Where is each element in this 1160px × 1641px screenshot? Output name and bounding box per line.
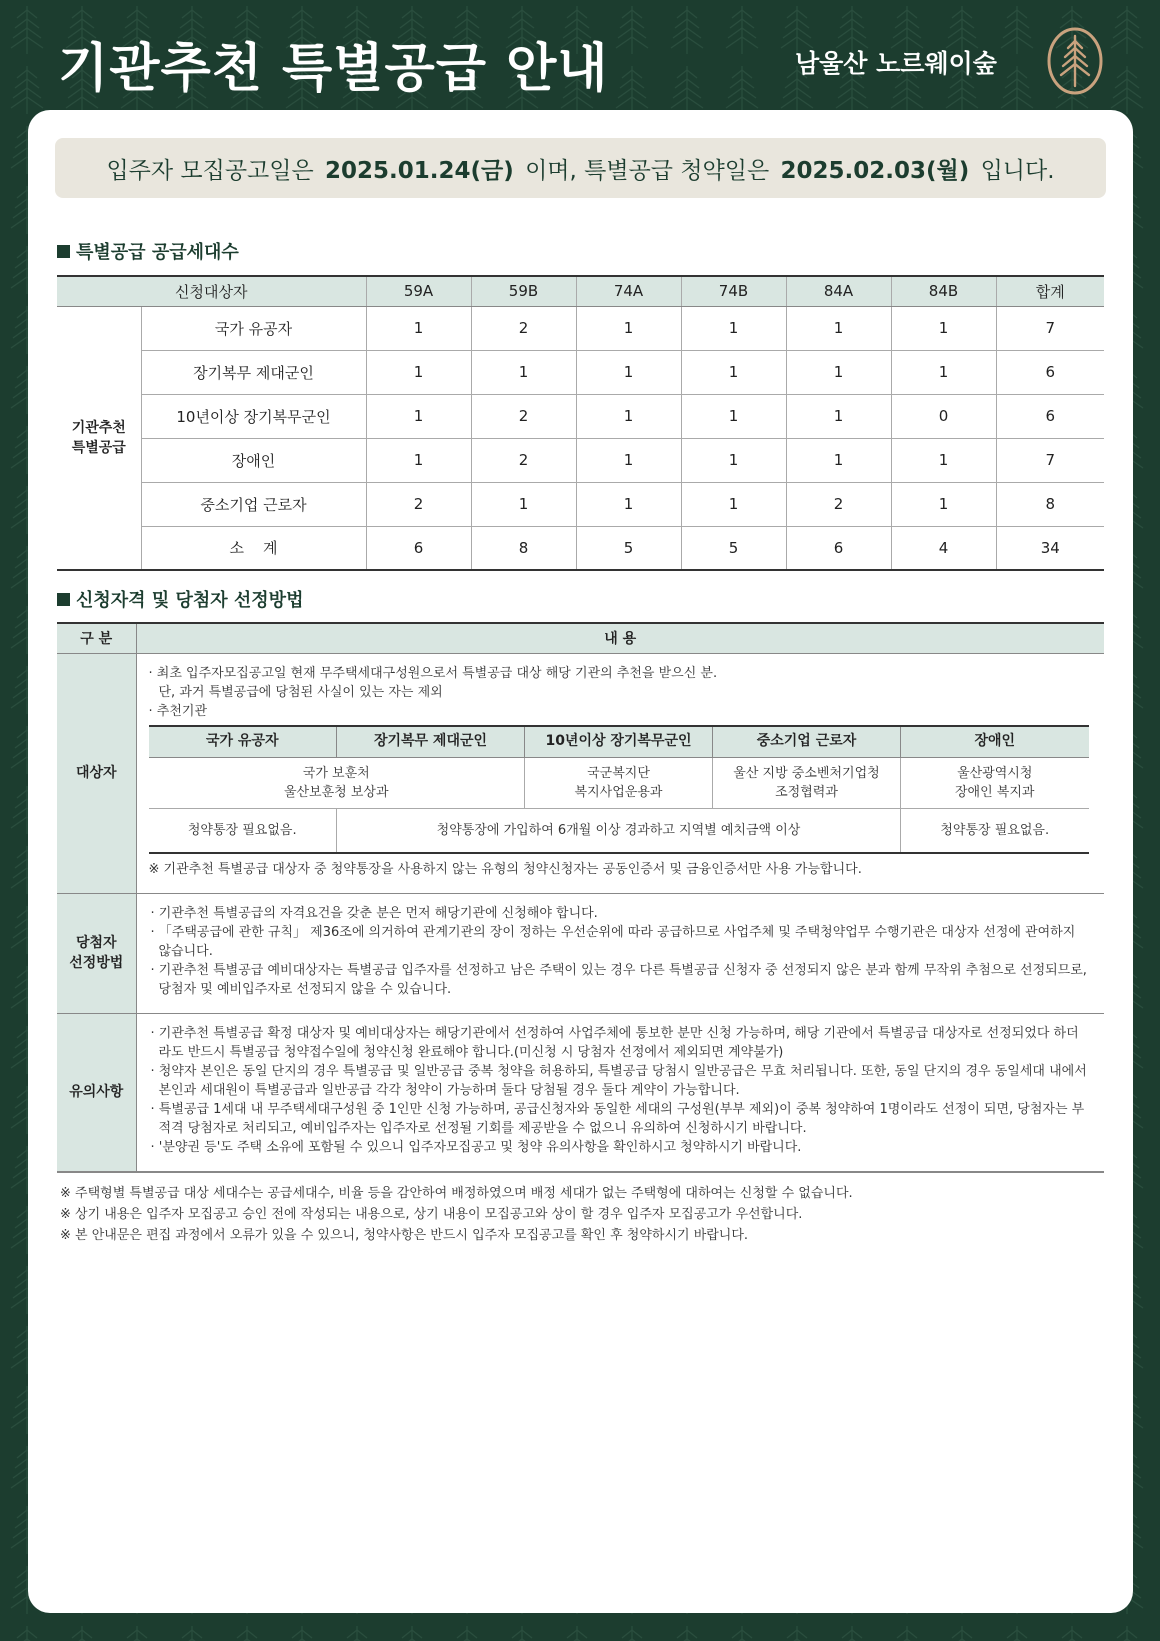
agency-header: 국가 유공자	[149, 726, 337, 758]
cell: 2	[786, 482, 891, 526]
cell: 1	[576, 394, 681, 438]
agency-name: 울산광역시청	[957, 766, 1033, 781]
cell-total: 7	[996, 438, 1104, 482]
page-header	[0, 0, 1160, 110]
qualification-table	[57, 622, 1104, 1173]
cell: 1	[891, 306, 996, 350]
target-content	[136, 653, 1104, 893]
agency-header: 중소기업 근로자	[713, 726, 901, 758]
header-84b: 84B	[891, 276, 996, 306]
brand-name: 남울산 노르웨이숲	[795, 49, 997, 78]
header-59b: 59B	[471, 276, 576, 306]
cell: 2	[471, 394, 576, 438]
cell: 2	[366, 482, 471, 526]
notice-date: 2025.01.24(금)	[325, 157, 514, 184]
agency-header-row	[149, 726, 1089, 758]
caution-row	[57, 1013, 1104, 1172]
banner-suffix: 입니다.	[980, 157, 1055, 184]
cell: 1	[576, 482, 681, 526]
cell: 1	[681, 306, 786, 350]
cell: 1	[576, 438, 681, 482]
cell: 1	[891, 482, 996, 526]
cell: 1	[681, 350, 786, 394]
cell: 1	[366, 350, 471, 394]
target-line1: · 최초 입주자모집공고일 현재 무주택세대구성원으로서 특별공급 대상 해당 기관의 추천을 받으신 분.	[148, 665, 718, 681]
target-row	[57, 653, 1104, 893]
target-line3: · 추천기관	[148, 703, 207, 719]
cell: 6	[366, 526, 471, 570]
agency-name: 국군복지단	[587, 766, 650, 781]
cell-total: 6	[996, 350, 1104, 394]
banner-middle: 이며, 특별공급 청약일은	[525, 157, 770, 184]
date-banner	[55, 138, 1106, 198]
cell: 1	[366, 438, 471, 482]
agency-dept: 울산보훈청 보상과	[283, 785, 389, 800]
cell: 5	[576, 526, 681, 570]
cell: 1	[786, 394, 891, 438]
cell-total: 34	[996, 526, 1104, 570]
target-note: ※ 기관추천 특별공급 대상자 중 청약통장을 사용하지 않는 유형의 청약신청자는 공동인증서 및 금융인증서만 사용 가능합니다.	[148, 861, 862, 877]
content-card	[28, 110, 1133, 1613]
cell: 1	[786, 350, 891, 394]
table-row	[57, 306, 1104, 350]
header-59a: 59A	[366, 276, 471, 306]
banner-prefix: 입주자 모집공고일은	[106, 157, 314, 184]
cell: 5	[681, 526, 786, 570]
group-label-line2: 특별공급	[71, 439, 126, 456]
agency-cell	[149, 758, 525, 809]
apply-date: 2025.02.03(월)	[780, 157, 970, 184]
cell: 1	[576, 350, 681, 394]
header-74a: 74A	[576, 276, 681, 306]
selection-row	[57, 893, 1104, 1013]
row-label: 장기복무 제대군인	[141, 350, 366, 394]
square-bullet-icon	[57, 593, 70, 606]
cell: 2	[471, 438, 576, 482]
row-label: 중소기업 근로자	[141, 482, 366, 526]
cell: 1	[891, 438, 996, 482]
header-74b: 74B	[681, 276, 786, 306]
account-row	[149, 809, 1089, 853]
supply-section-label: 특별공급 공급세대수	[76, 242, 239, 263]
agency-header: 10년이상 장기복무군인	[525, 726, 713, 758]
list-item: · 청약자 본인은 동일 단지의 경우 특별공급 및 일반공급 중복 청약을 허용하되, 특별공급 당첨시 일반공급은 무효 처리됩니다. 또한, 동일 단지의 경우 동일세대 내에서 본인과 세대원이 특별공급과 일반공급 각각 청약이 가능하며 둘다 당첨될 경우 둘다 계약이 가능합니다.	[150, 1063, 1087, 1098]
cell: 8	[471, 526, 576, 570]
table-row	[57, 438, 1104, 482]
cell: 1	[786, 438, 891, 482]
footnote: ※ 주택형별 특별공급 대상 세대수는 공급세대수, 비율 등을 감안하여 배정하였으며 배정 세대가 없는 주택형에 대하여는 신청할 수 없습니다.	[60, 1186, 853, 1201]
header-84a: 84A	[786, 276, 891, 306]
page-title: 기관추천 특별공급 안내	[58, 39, 609, 99]
row-label: 장애인	[141, 438, 366, 482]
qualification-header-row	[57, 623, 1104, 653]
account-cell: 청약통장에 가입하여 6개월 이상 경과하고 지역별 예치금액 이상	[337, 809, 901, 853]
cell-total: 7	[996, 306, 1104, 350]
agency-row	[149, 758, 1089, 809]
group-label-line1: 기관추천	[71, 419, 126, 436]
selection-label	[57, 893, 136, 1013]
row-label: 10년이상 장기복무군인	[141, 394, 366, 438]
cell: 1	[681, 482, 786, 526]
agency-header: 장애인	[901, 726, 1089, 758]
account-cell: 청약통장 필요없음.	[187, 822, 297, 838]
row-label: 소 계	[141, 526, 366, 570]
subtotal-row	[57, 526, 1104, 570]
header-content: 내 용	[136, 623, 1104, 653]
caution-label: 유의사항	[57, 1013, 136, 1172]
cell-total: 6	[996, 394, 1104, 438]
row-label: 국가 유공자	[141, 306, 366, 350]
header-category: 구 분	[57, 623, 136, 653]
qualification-section-label: 신청자격 및 당첨자 선정방법	[76, 590, 304, 611]
cell: 2	[471, 306, 576, 350]
list-item: · 기관추천 특별공급 예비대상자는 특별공급 입주자를 선정하고 남은 주택이 있는 경우 다른 특별공급 신청자 중 선정되지 않은 분과 함께 무작위 추첨으로 선정되므로, 당첨자 및 예비입주자로 선정되지 않을 수 있습니다.	[150, 962, 1087, 997]
agency-header: 장기복무 제대군인	[337, 726, 525, 758]
caution-content	[136, 1013, 1104, 1172]
footnote: ※ 상기 내용은 입주자 모집공고 승인 전에 작성되는 내용으로, 상기 내용이 모집공고와 상이 할 경우 입주자 모집공고가 우선합니다.	[60, 1207, 803, 1222]
header-total: 합계	[996, 276, 1104, 306]
supply-section-title	[57, 238, 239, 264]
target-line2: 단, 과거 특별공급에 당첨된 사실이 있는 자는 제외	[158, 684, 443, 700]
cell: 1	[366, 394, 471, 438]
cell-total: 8	[996, 482, 1104, 526]
cell: 1	[681, 394, 786, 438]
cell: 1	[891, 350, 996, 394]
agency-cell	[525, 758, 713, 809]
cell: 1	[471, 350, 576, 394]
list-item: · 기관추천 특별공급 확정 대상자 및 예비대상자는 해당기관에서 선정하여 사업주체에 통보한 분만 신청 가능하며, 해당 기관에서 특별공급 대상자로 선정되었다 하더라도 반드시 특별공급 청약접수일에 청약신청 완료해야 합니다.(미신청 시 당첨자 선정에서 제외되면 계약불가)	[150, 1025, 1079, 1060]
header-applicant: 신청대상자	[57, 276, 366, 306]
tree-logo-icon	[1046, 26, 1104, 96]
square-bullet-icon	[57, 245, 70, 258]
supply-table	[57, 275, 1104, 571]
group-label	[57, 306, 141, 570]
list-item: · '분양권 등'도 주택 소유에 포함될 수 있으니 입주자모집공고 및 청약 유의사항을 확인하시고 청약하시기 바랍니다.	[150, 1139, 802, 1155]
cell: 1	[471, 482, 576, 526]
agency-dept: 장애인 복지과	[955, 785, 1035, 800]
qualification-section-title	[57, 586, 303, 612]
agency-name: 울산 지방 중소벤처기업청	[733, 766, 880, 781]
agency-cell	[901, 758, 1089, 809]
selection-label-line1: 당첨자	[75, 935, 117, 951]
cell: 4	[891, 526, 996, 570]
cell: 1	[786, 306, 891, 350]
agency-cell	[713, 758, 901, 809]
table-row	[57, 394, 1104, 438]
footnotes	[60, 1183, 853, 1246]
selection-content	[136, 893, 1104, 1013]
cell: 6	[786, 526, 891, 570]
cell: 0	[891, 394, 996, 438]
table-row	[57, 482, 1104, 526]
table-row	[57, 350, 1104, 394]
list-item: · 특별공급 1세대 내 무주택세대구성원 중 1인만 신청 가능하며, 공급신청자와 동일한 세대의 구성원(부부 제외)이 중복 청약하여 1명이라도 선정이 되면, 당첨자는 부적격 당첨자로 처리되고, 예비입주자는 입주자로 선정될 기회를 제공받을 수 없으니 유의하여 신청하시기 바랍니다.	[150, 1101, 1085, 1136]
list-item: · 「주택공급에 관한 규칙」 제36조에 의거하여 관계기관의 장이 정하는 우선순위에 따라 공급하므로 사업주체 및 주택청약업무 수행기관은 대상자 선정에 관여하지 않습니다.	[150, 924, 1076, 959]
selection-label-line2: 선정방법	[69, 955, 124, 971]
agency-table	[149, 725, 1089, 854]
target-label: 대상자	[57, 653, 136, 893]
account-cell: 청약통장 필요없음.	[901, 809, 1089, 853]
footnote: ※ 본 안내문은 편집 과정에서 오류가 있을 수 있으니, 청약사항은 반드시 입주자 모집공고를 확인 후 청약하시기 바랍니다.	[60, 1228, 749, 1243]
list-item: · 기관추천 특별공급의 자격요건을 갖춘 분은 먼저 해당기관에 신청해야 합니다.	[150, 905, 598, 921]
agency-name: 국가 보훈처	[302, 766, 370, 781]
agency-dept: 복지사업운용과	[574, 785, 663, 800]
supply-header-row	[57, 276, 1104, 306]
agency-dept: 조정협력과	[775, 785, 838, 800]
cell: 1	[576, 306, 681, 350]
cell: 1	[366, 306, 471, 350]
cell: 1	[681, 438, 786, 482]
